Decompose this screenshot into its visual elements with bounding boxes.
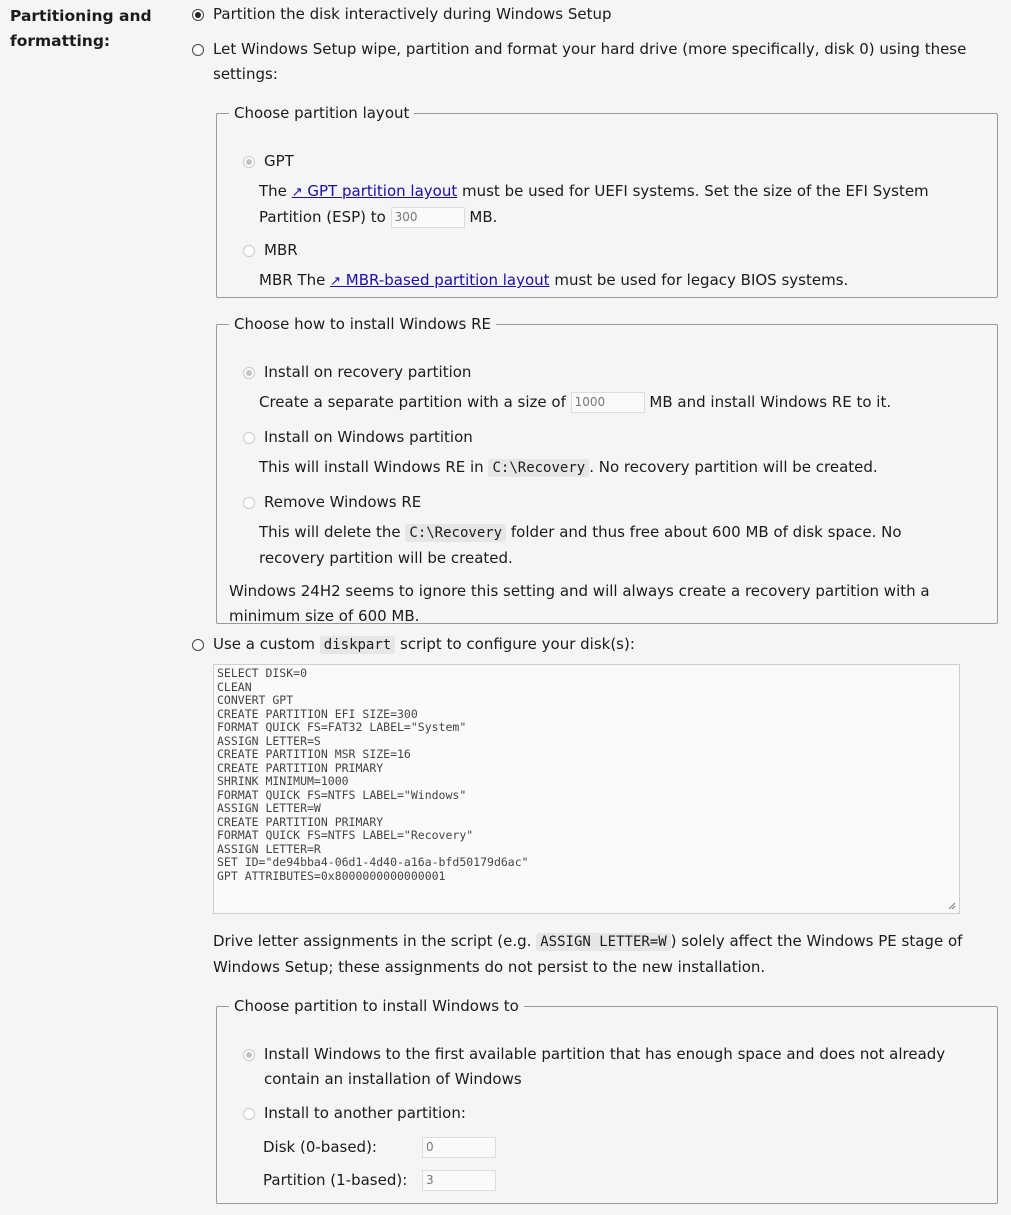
radio-recovery-partition[interactable] [243,367,255,379]
mbr-description [259,268,957,294]
disk-input[interactable]: 0 [422,1137,496,1158]
option-wipe-label: Let Windows Setup wipe, partition and format your hard drive (more specifically, disk 0) using these settings: [213,40,967,83]
target-partition-fieldset [216,997,998,1204]
section-label: Partitioning and formatting: [10,7,152,50]
remove-re-description [259,520,957,571]
recovery-partition-description [259,390,957,415]
radio-mbr[interactable] [243,245,255,257]
remove-re-desc-2: folder and thus free about 600 MB of disk space. No recovery partition will be created. [259,523,902,567]
custom-suffix: script to configure your disk(s): [400,635,635,653]
diskpart-script-textarea[interactable] [213,664,960,914]
radio-interactive[interactable] [192,9,204,21]
mbr-label: MBR [264,241,298,259]
option-another-partition[interactable] [243,1101,977,1126]
gpt-desc-text-2: must be used for UEFI systems. Set the size of the EFI System Partition (ESP) to [259,182,929,226]
recovery-size-input[interactable]: 1000 [571,392,645,413]
gpt-label: GPT [264,152,294,170]
option-recovery-partition[interactable] [243,360,977,385]
mbr-desc-text-1: MBR The [259,271,326,289]
remove-re-label: Remove Windows RE [264,493,422,511]
another-partition-label: Install to another partition: [264,1104,466,1122]
recovery-partition-label: Install on recovery partition [264,363,472,381]
mbr-partition-layout-link[interactable] [330,271,549,289]
partition-layout-fieldset [216,104,998,298]
windows-re-note: Windows 24H2 seems to ignore this setting and will always create a recovery partition with a minimum size of 600 MB. [229,582,930,625]
mbr-desc-text-2: must be used for legacy BIOS systems. [554,271,849,289]
option-interactive[interactable] [192,2,992,27]
radio-custom-script[interactable] [192,639,204,651]
esp-unit: MB. [469,208,498,226]
mbr-link-text: MBR-based partition layout [345,271,550,289]
partition-input[interactable]: 3 [422,1170,496,1191]
assign-letter-code: ASSIGN LETTER=W [536,933,670,951]
remove-re-path-code: C:\Recovery [405,524,506,542]
radio-windows-partition[interactable] [243,432,255,444]
radio-wipe[interactable] [192,44,204,56]
external-link-icon: ↗ [330,274,342,289]
recovery-path-code: C:\Recovery [488,459,589,477]
option-gpt[interactable] [243,149,977,174]
esp-size-input[interactable]: 300 [391,207,465,228]
gpt-link-text: GPT partition layout [307,182,458,200]
remove-re-desc-1: This will delete the [259,523,401,541]
external-link-icon: ↗ [291,185,303,200]
option-custom-script[interactable] [192,632,992,658]
option-windows-partition[interactable] [243,425,977,450]
gpt-desc-text-1: The [259,182,287,200]
windows-partition-desc-1: This will install Windows RE in [259,458,484,476]
recovery-desc-text-2: MB and install Windows RE to it. [649,393,892,411]
option-wipe[interactable] [192,37,997,87]
radio-remove-re[interactable] [243,497,255,509]
resize-handle-icon[interactable] [948,902,956,910]
diskpart-script-text: SELECT DISK=0 CLEAN CONVERT GPT CREATE PARTITION EFI SIZE=300 FORMAT QUICK FS=FAT32 LABEL="System" ASSIGN LETTER=S CREATE PARTITION MSR SIZE=16 CREATE PARTITION PRIMARY SHRINK MINIMUM=1000 FORMAT QUICK FS=NTFS LABEL="Windows" ASSIGN LETTER=W CREATE PARTITION PRIMARY FORMAT QUICK FS=NTFS LABEL="Recovery" ASSIGN LETTER=R SET ID="de94bba4-06d1-4d40-a16a-bfd50179d6ac" GPT ATTRIBUTES=0x8000000000000001 [217,666,529,883]
windows-re-fieldset [216,315,998,624]
windows-partition-label: Install on Windows partition [264,428,473,446]
drive-note-text-2: ) solely affect the Windows PE stage of Windows Setup; these assignments do not persist to the new installation. [213,932,963,976]
gpt-description [259,179,957,230]
radio-another-partition[interactable] [243,1108,255,1120]
radio-gpt[interactable] [243,156,255,168]
gpt-partition-layout-link[interactable] [292,182,458,200]
drive-letter-note [213,929,988,980]
windows-partition-desc-2: . No recovery partition will be created. [589,458,878,476]
windows-re-legend: Choose how to install Windows RE [234,315,491,333]
first-available-label: Install Windows to the first available partition that has enough space and does not already contain an installation of Windows [264,1045,946,1088]
option-first-available[interactable] [243,1042,977,1092]
option-interactive-label: Partition the disk interactively during Windows Setup [213,5,612,23]
partition-layout-legend: Choose partition layout [234,104,410,122]
option-remove-re[interactable] [243,490,977,515]
target-partition-legend: Choose partition to install Windows to [234,997,519,1015]
partition-field-label: Partition (1-based): [263,1171,408,1189]
diskpart-code: diskpart [320,636,395,654]
option-custom-label [213,632,992,658]
option-mbr[interactable] [243,238,977,263]
radio-first-available[interactable] [243,1049,255,1061]
drive-note-text-1: Drive letter assignments in the script (e.g. [213,932,532,950]
windows-partition-description [259,455,957,481]
recovery-desc-text-1: Create a separate partition with a size of [259,393,566,411]
custom-prefix: Use a custom [213,635,315,653]
disk-field-label: Disk (0-based): [263,1138,377,1156]
